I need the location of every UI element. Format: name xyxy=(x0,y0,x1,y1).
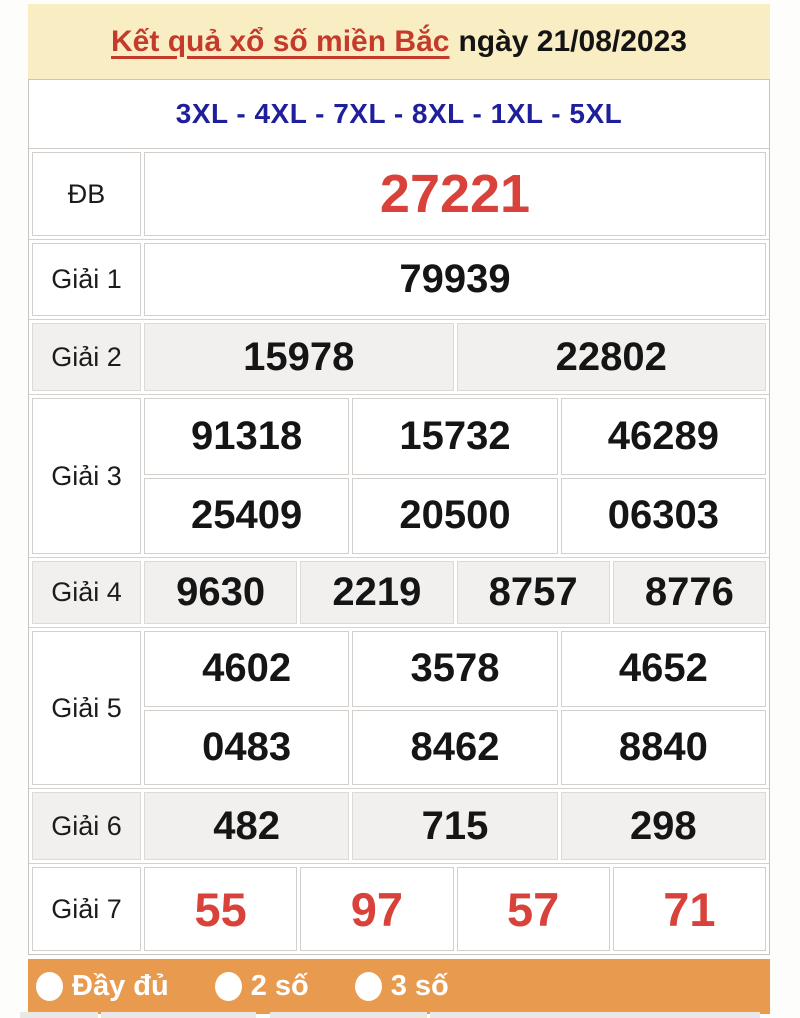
filter-option-full[interactable] xyxy=(36,970,169,1003)
prize-number: 71 xyxy=(613,867,766,951)
prize-number: 46289 xyxy=(561,398,766,475)
results-board xyxy=(28,79,770,955)
prize-number: 27221 xyxy=(144,152,766,236)
filter-option-label: 3 số xyxy=(390,970,449,1002)
filter-option-2so[interactable] xyxy=(215,970,309,1003)
display-mode-bar xyxy=(28,959,770,1014)
codes-row xyxy=(29,80,769,149)
codes-text: 3XL - 4XL - 7XL - 8XL - 1XL - 5XL xyxy=(175,98,623,129)
prize-number: 20500 xyxy=(352,478,557,555)
prize-label-5: Giải 5 xyxy=(32,631,141,785)
prize-number: 9630 xyxy=(144,561,297,624)
prize-number: 15732 xyxy=(352,398,557,475)
prize-number: 55 xyxy=(144,867,297,951)
prize-label-db: ĐB xyxy=(32,152,141,236)
prize-number: 22802 xyxy=(457,323,767,391)
next-table-peek xyxy=(20,1012,768,1018)
prize-label-2: Giải 2 xyxy=(32,323,141,391)
prize-number: 79939 xyxy=(144,243,766,316)
prize-number: 8776 xyxy=(613,561,766,624)
results-container xyxy=(28,4,770,1014)
prize-row-5 xyxy=(29,627,769,788)
prize-row-6 xyxy=(29,788,769,863)
prize-number: 3578 xyxy=(352,631,557,707)
prize-number: 91318 xyxy=(144,398,349,475)
prize-number: 4602 xyxy=(144,631,349,707)
prize-number: 0483 xyxy=(144,710,349,786)
radio-icon[interactable] xyxy=(36,972,63,1001)
prize-label-4: Giải 4 xyxy=(32,561,141,624)
prize-label-7: Giải 7 xyxy=(32,867,141,951)
title-link[interactable]: Kết quả xổ số miền Bắc xyxy=(111,24,450,58)
prize-label-3: Giải 3 xyxy=(32,398,141,554)
prize-row-7 xyxy=(29,863,769,954)
prize-label-1: Giải 1 xyxy=(32,243,141,316)
prize-row-db xyxy=(29,149,769,239)
prize-number: 57 xyxy=(457,867,610,951)
radio-icon[interactable] xyxy=(355,972,382,1001)
prize-number: 8757 xyxy=(457,561,610,624)
title-date: ngày 21/08/2023 xyxy=(458,24,687,58)
prize-row-4 xyxy=(29,557,769,627)
filter-option-label: 2 số xyxy=(250,970,309,1002)
prize-number: 15978 xyxy=(144,323,454,391)
prize-number: 06303 xyxy=(561,478,766,555)
prize-number: 8840 xyxy=(561,710,766,786)
prize-number: 4652 xyxy=(561,631,766,707)
page-title xyxy=(28,4,770,79)
prize-row-2 xyxy=(29,319,769,394)
prize-number: 715 xyxy=(352,792,557,860)
filter-option-label: Đầy đủ xyxy=(72,970,169,1002)
prize-number: 97 xyxy=(300,867,453,951)
prize-number: 25409 xyxy=(144,478,349,555)
prize-label-6: Giải 6 xyxy=(32,792,141,860)
prize-row-1 xyxy=(29,239,769,319)
radio-icon[interactable] xyxy=(215,972,242,1001)
prize-number: 8462 xyxy=(352,710,557,786)
filter-option-3so[interactable] xyxy=(355,970,449,1003)
prize-number: 298 xyxy=(561,792,766,860)
prize-row-3 xyxy=(29,394,769,557)
prize-number: 482 xyxy=(144,792,349,860)
prize-number: 2219 xyxy=(300,561,453,624)
